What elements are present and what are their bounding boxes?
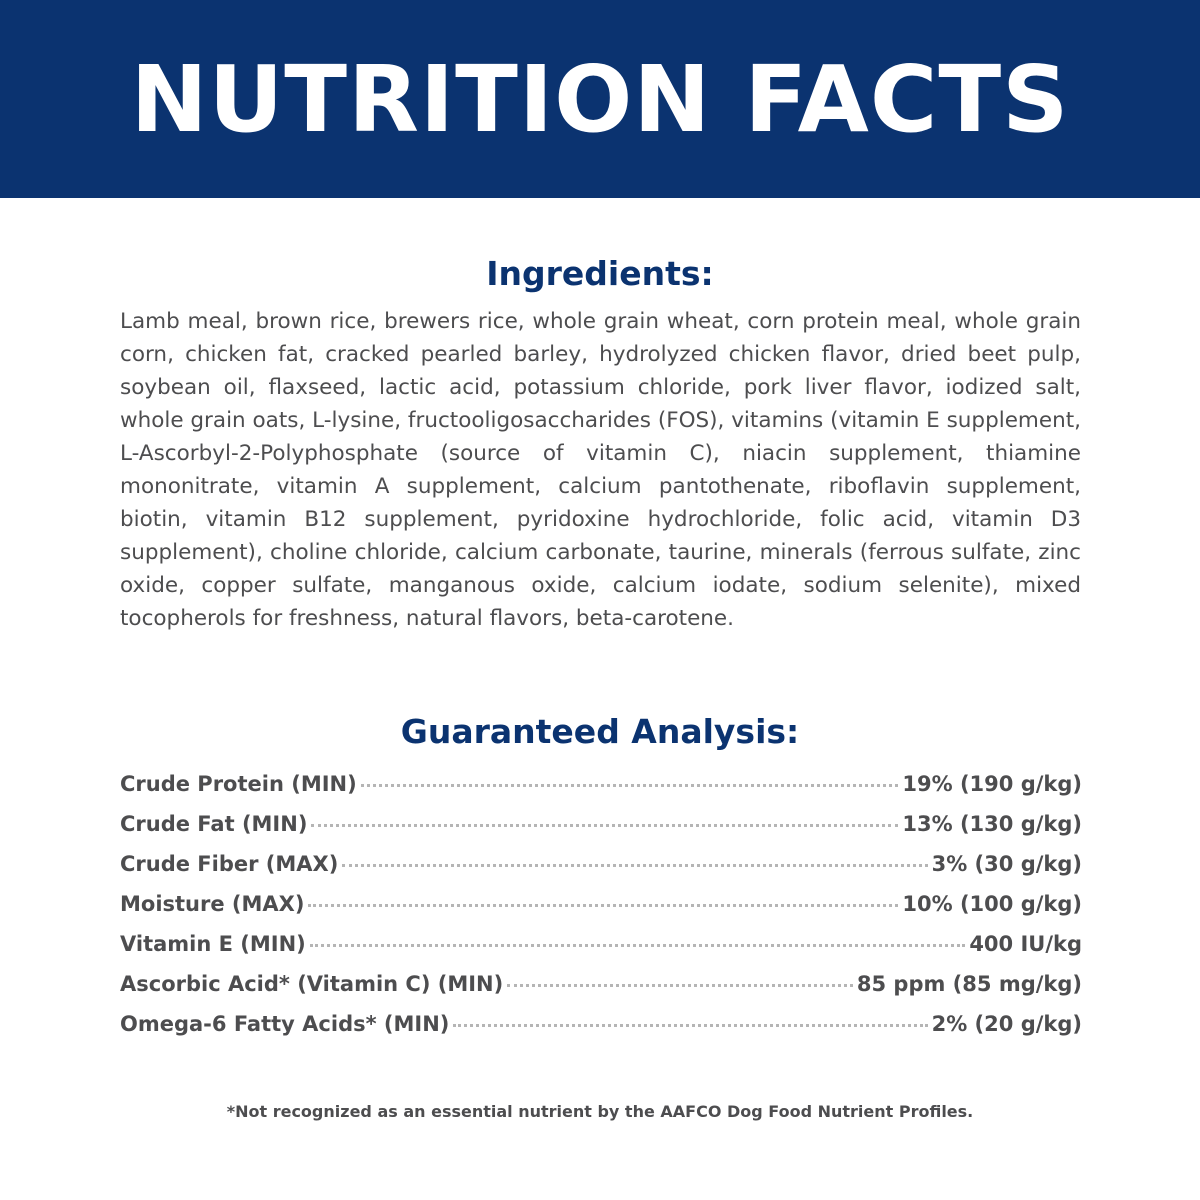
dot-leader (311, 824, 898, 827)
dot-leader (361, 784, 899, 787)
analysis-row-label: Crude Fiber (MAX) (120, 852, 339, 876)
analysis-row-label: Omega-6 Fatty Acids* (MIN) (120, 1012, 450, 1036)
dot-leader (342, 864, 927, 867)
analysis-row-label: Crude Protein (MIN) (120, 772, 357, 796)
analysis-row-value: 400 IU/kg (969, 932, 1082, 956)
analysis-row-value: 19% (190 g/kg) (902, 772, 1082, 796)
analysis-row-moisture (120, 892, 1082, 932)
analysis-row-vitamin-e (120, 932, 1082, 972)
analysis-row-ascorbic-acid (120, 972, 1082, 1012)
analysis-row-value: 10% (100 g/kg) (902, 892, 1082, 916)
analysis-row-omega-6 (120, 1012, 1082, 1052)
dot-leader (453, 1024, 927, 1027)
analysis-row-value: 13% (130 g/kg) (902, 812, 1082, 836)
page-title: NUTRITION FACTS (130, 45, 1070, 153)
guaranteed-analysis-heading: Guaranteed Analysis: (400, 712, 800, 751)
analysis-row-crude-fat (120, 812, 1082, 852)
ingredients-list-text: Lamb meal, brown rice, brewers rice, whole grain wheat, corn protein meal, whole grain corn, chicken fat, cracked pearled barley, hydrolyzed chicken flavor, dried beet pulp, soybean oil, flaxseed, lactic acid, potassium chloride, pork liver flavor, iodized salt, whole grain oats, L-lysine, fructooligosaccharides (FOS), vitamins (vitamin E supplement, L-Ascorbyl-2-Polyphosphate (source of vitamin C), niacin supplement, thiamine mononitrate, vitamin A supplement, calcium pantothenate, riboflavin supplement, biotin, vitamin B12 supplement, pyridoxine hydrochloride, folic acid, vitamin D3 supplement), choline chloride, calcium carbonate, taurine, minerals (ferrous sulfate, zinc oxide, copper sulfate, manganous oxide, calcium iodate, sodium selenite), mixed tocopherols for freshness, natural flavors, beta-carotene. (120, 309, 1081, 631)
ingredients-heading: Ingredients: (486, 254, 714, 293)
analysis-row-value: 3% (30 g/kg) (931, 852, 1082, 876)
analysis-row-value: 2% (20 g/kg) (931, 1012, 1082, 1036)
dot-leader (507, 984, 853, 987)
analysis-row-crude-fiber (120, 852, 1082, 892)
dot-leader (310, 944, 966, 947)
analysis-row-label: Vitamin E (MIN) (120, 932, 306, 956)
guaranteed-analysis-table (120, 772, 1082, 1052)
analysis-row-crude-protein (120, 772, 1082, 812)
analysis-row-label: Ascorbic Acid* (Vitamin C) (MIN) (120, 972, 504, 996)
dot-leader (308, 904, 898, 907)
analysis-row-label: Crude Fat (MIN) (120, 812, 308, 836)
analysis-row-value: 85 ppm (85 mg/kg) (856, 972, 1082, 996)
aafco-footnote: *Not recognized as an essential nutrient by the AAFCO Dog Food Nutrient Profiles. (226, 1102, 974, 1121)
analysis-row-label: Moisture (MAX) (120, 892, 305, 916)
header-banner (0, 0, 1200, 198)
